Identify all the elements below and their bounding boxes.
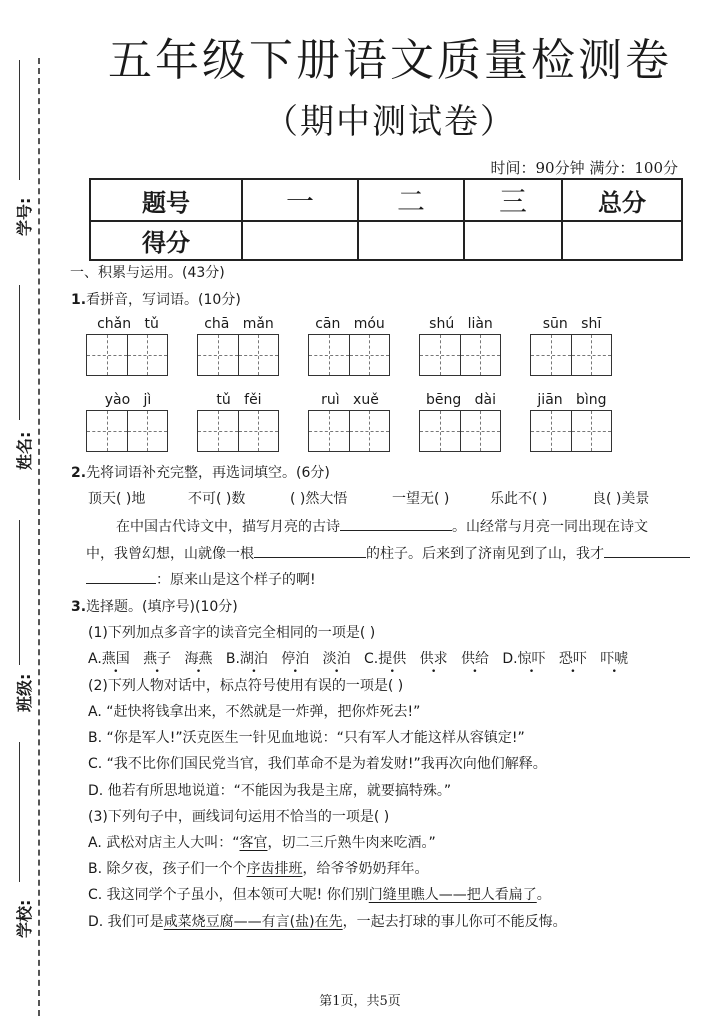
- score-header-cell: 题号: [90, 179, 242, 221]
- student-id-blank[interactable]: [19, 60, 20, 180]
- question-1: [71, 289, 241, 309]
- fill-paragraph-line: 在中国古代诗文中，描写月亮的古诗 。山经常与月亮一同出现在诗文: [116, 516, 648, 536]
- pinyin-label: cān móu: [315, 316, 385, 332]
- question-text: 先将词语补充完整，再选词填空。(6分): [86, 465, 330, 481]
- pinyin-label: bēng dài: [426, 392, 496, 408]
- question-number: 1.: [71, 292, 87, 308]
- option-d: D. 他若有所思地说道：“不能因为我是主席，就要搞特殊。”: [88, 783, 452, 799]
- question-number: 2.: [71, 465, 87, 481]
- exam-subtitle: （期中测试卷）: [264, 102, 516, 142]
- writing-grid[interactable]: [197, 334, 279, 376]
- sub-question: (3)下列句子中，画线词句运用不恰当的一项是( ): [88, 809, 390, 825]
- option-c: C. 我这同学个子虽小，但本领可大呢! 你们别门缝里瞧人——把人看扁了。: [88, 887, 551, 903]
- pinyin-label: jiān bìng: [537, 392, 607, 408]
- name-label: 姓名:: [15, 431, 34, 470]
- option-a: A. “赶快将钱拿出来，不然就是一炸弹，把你炸死去!”: [88, 704, 421, 720]
- sub-question: (1)下列加点多音字的读音完全相同的一项是( ): [88, 625, 376, 641]
- school-blank[interactable]: [19, 742, 20, 882]
- class-blank[interactable]: [19, 520, 20, 665]
- writing-grid[interactable]: [308, 334, 390, 376]
- score-header-cell: 三: [464, 179, 562, 221]
- writing-grid[interactable]: [530, 410, 612, 452]
- score-cell[interactable]: [464, 221, 562, 260]
- question-2: [71, 462, 330, 482]
- score-header-cell: 二: [358, 179, 464, 221]
- writing-grid[interactable]: [308, 410, 390, 452]
- option-b: B. 除夕夜，孩子们一个个序齿排班，给爷爷奶奶拜年。: [88, 861, 429, 877]
- writing-grid[interactable]: [197, 410, 279, 452]
- school-label: 学校:: [15, 899, 34, 938]
- writing-grid[interactable]: [530, 334, 612, 376]
- question-number: 3.: [71, 599, 87, 615]
- idiom-word: 一望无( ): [392, 491, 450, 507]
- binding-dashed-line: [38, 58, 40, 1016]
- score-cell[interactable]: [562, 221, 682, 260]
- pinyin-label: ruì xuě: [321, 392, 379, 408]
- pinyin-label: sūn shī: [542, 316, 602, 332]
- fill-paragraph-line: ：原来山是这个样子的啊!: [86, 569, 316, 589]
- fill-blank[interactable]: [340, 516, 452, 531]
- writing-grid[interactable]: [86, 334, 168, 376]
- page-number: 第1页，共5页: [319, 994, 401, 1009]
- idiom-word: ( )然大悟: [290, 491, 348, 507]
- fill-blank[interactable]: [254, 543, 366, 558]
- writing-grid[interactable]: [419, 410, 501, 452]
- student-id-label: 学号:: [15, 197, 34, 236]
- option-a: A. 武松对店主人大叫：“客官，切二三斤熟牛肉来吃酒。”: [88, 835, 436, 851]
- pinyin-label: tǔ fěi: [216, 392, 262, 408]
- question-text: 看拼音，写词语。(10分): [86, 292, 241, 308]
- question-3: [71, 596, 238, 616]
- fill-blank[interactable]: [86, 569, 156, 584]
- score-header-cell: 一: [242, 179, 358, 221]
- score-cell[interactable]: [242, 221, 358, 260]
- score-header-cell: 总分: [562, 179, 682, 221]
- score-cell[interactable]: [358, 221, 464, 260]
- pinyin-label: chǎn tǔ: [97, 316, 159, 332]
- option-b: B. “你是军人!”沃克医生一针见血地说：“只有军人才能这样从容镇定!”: [88, 730, 525, 746]
- pinyin-label: shú liàn: [429, 316, 493, 332]
- fill-blank[interactable]: [604, 543, 690, 558]
- idiom-word: 不可( )数: [188, 491, 246, 507]
- score-row-label: 得分: [90, 221, 242, 260]
- options-row: A.燕国 燕子 海燕 B.湖泊 停泊 淡泊 C.提供 供求 供给 D.惊吓 恐吓 吓唬: [88, 651, 629, 667]
- option-d: D. 我们可是咸菜烧豆腐——有言(盐)在先，一起去打球的事儿你可不能反悔。: [88, 914, 567, 930]
- score-table: [89, 178, 683, 261]
- fill-paragraph-line: 中，我曾幻想，山就像一根 的柱子。后来到了济南见到了山，我才: [86, 543, 690, 563]
- option-c: C. “我不比你们国民党当官，我们革命不是为着发财!”我再次向他们解释。: [88, 756, 547, 772]
- writing-grid[interactable]: [419, 334, 501, 376]
- idiom-word: 顶天( )地: [88, 491, 146, 507]
- pinyin-label: yào jì: [104, 392, 152, 408]
- section-title: 一、积累与运用。(43分): [70, 265, 225, 281]
- time-score-info: 时间：90分钟 满分：100分: [490, 159, 678, 177]
- sub-question: (2)下列人物对话中，标点符号使用有误的一项是( ): [88, 678, 404, 694]
- name-blank[interactable]: [19, 285, 20, 420]
- question-text: 选择题。(填序号)(10分): [86, 599, 238, 615]
- idiom-word: 乐此不( ): [490, 491, 548, 507]
- exam-title: 五年级下册语文质量检测卷: [108, 35, 672, 86]
- writing-grid[interactable]: [86, 410, 168, 452]
- pinyin-label: chā mǎn: [204, 316, 274, 332]
- class-label: 班级:: [15, 673, 34, 712]
- idiom-word: 良( )美景: [592, 491, 650, 507]
